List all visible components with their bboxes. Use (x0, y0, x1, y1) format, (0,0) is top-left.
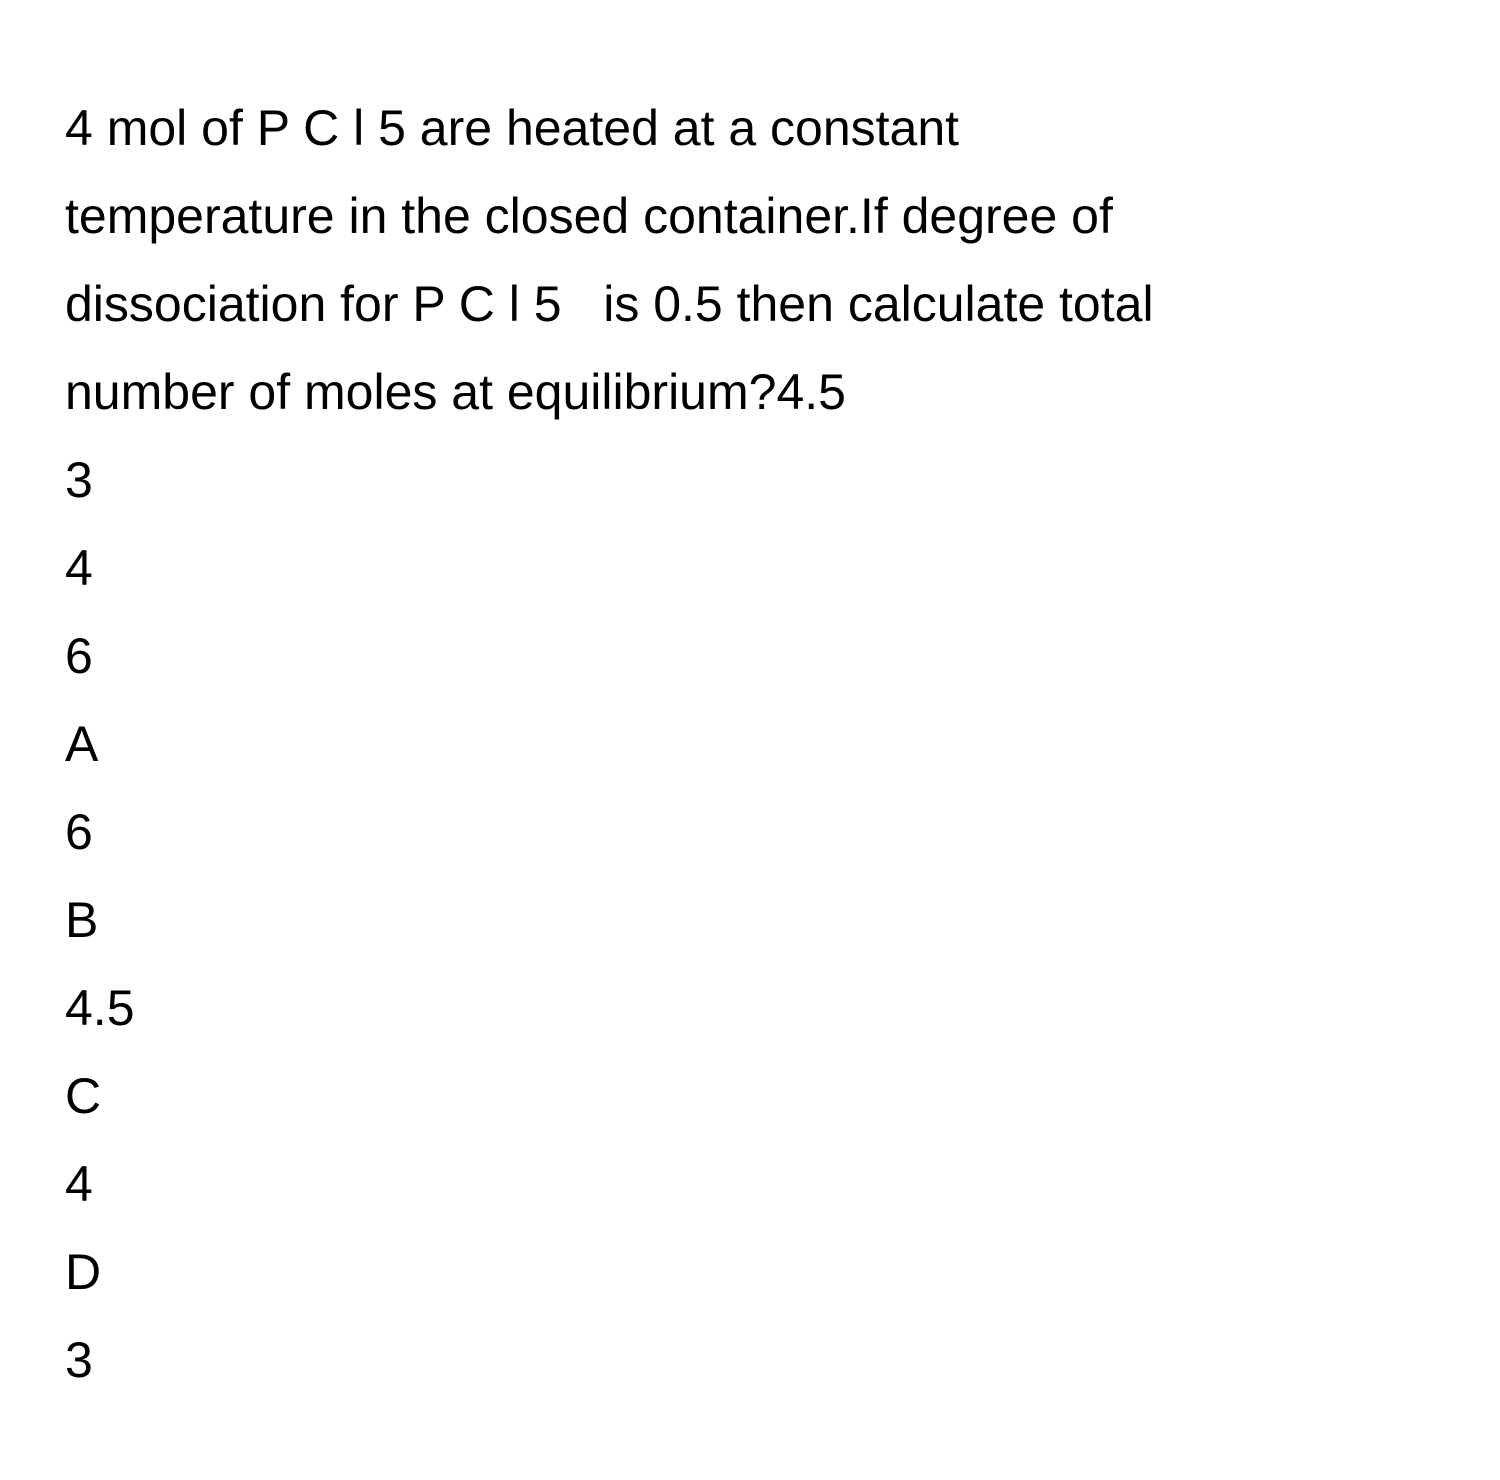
option-a-value: 6 (65, 804, 93, 860)
option-d-letter: D (65, 1244, 102, 1300)
question-document (65, 84, 1445, 1404)
option-b-letter: B (65, 892, 99, 948)
raw-choice: 6 (65, 628, 93, 684)
option-d-value: 3 (65, 1332, 93, 1388)
question-text-line-2: temperature in the closed container.If degree of (65, 188, 1113, 244)
option-a-letter: A (65, 716, 99, 772)
raw-choice: 4 (65, 540, 93, 596)
option-b-value: 4.5 (65, 980, 135, 1036)
question-text-line-1: 4 mol of P C l 5 are heated at a constant (65, 100, 960, 156)
option-c-value: 4 (65, 1156, 93, 1212)
question-text-line-3: dissociation for P C l 5 is 0.5 then calculate total (65, 276, 1154, 332)
question-text-line-4: number of moles at equilibrium?4.5 (65, 364, 846, 420)
raw-choice: 3 (65, 452, 93, 508)
option-c-letter: C (65, 1068, 102, 1124)
